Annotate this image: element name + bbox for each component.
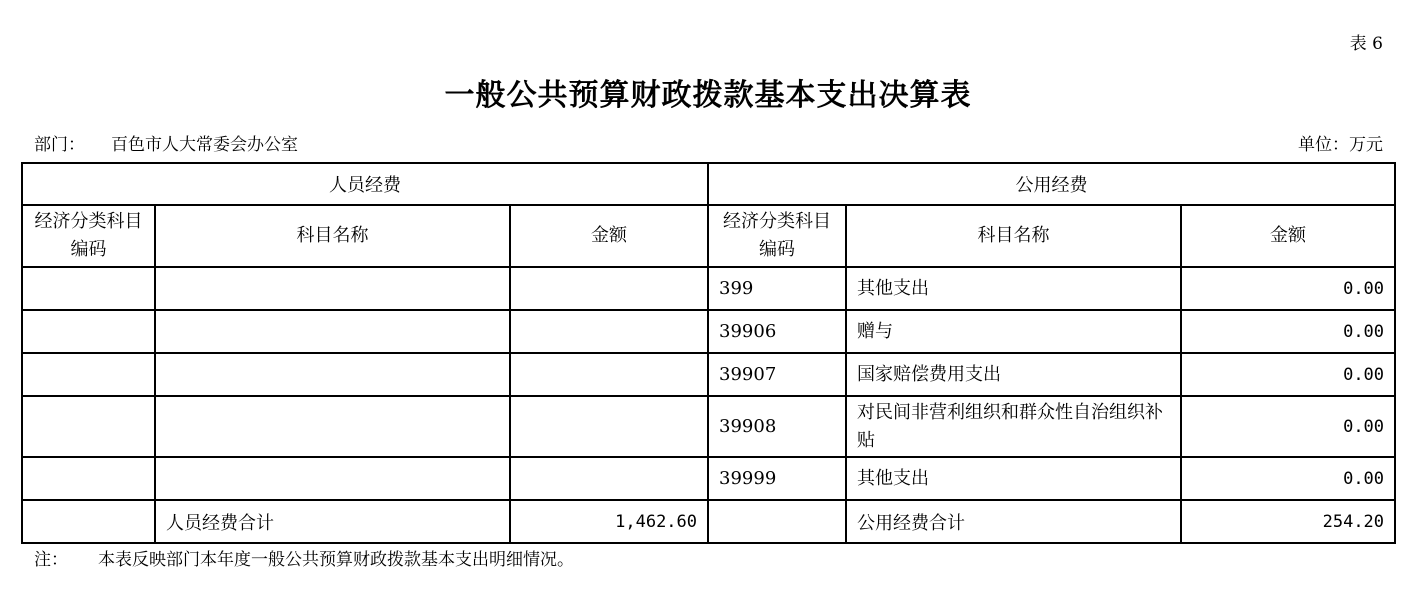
table-row: [22, 457, 1395, 500]
personnel-amount-cell: [510, 396, 708, 457]
footnote-text: 本表反映部门本年度一般公共预算财政拨款基本支出明细情况。: [98, 550, 574, 570]
public-amount-cell: 0.00: [1181, 310, 1395, 353]
public-total-label: 公用经费合计: [846, 500, 1181, 543]
totals-row: [22, 500, 1395, 543]
footnote-label: 注：: [34, 550, 68, 570]
personnel-name-cell: [155, 310, 510, 353]
public-amount-cell: 0.00: [1181, 396, 1395, 457]
personnel-name-header: 科目名称: [155, 205, 510, 267]
department-label: 部门：: [34, 135, 85, 155]
personnel-name-cell: [155, 267, 510, 310]
personnel-amount-cell: [510, 310, 708, 353]
personnel-total-amount: 1,462.60: [510, 500, 708, 543]
personnel-group-header: 人员经费: [22, 163, 708, 205]
public-code-cell: 39906: [708, 310, 846, 353]
public-total-code-cell: [708, 500, 846, 543]
unit-label: 单位：万元: [1298, 135, 1383, 155]
personnel-name-cell: [155, 457, 510, 500]
table-number: 表 6: [1349, 34, 1383, 54]
page-title: 一般公共预算财政拨款基本支出决算表: [444, 78, 972, 113]
public-code-cell: 39999: [708, 457, 846, 500]
personnel-amount-cell: [510, 457, 708, 500]
public-total-amount: 254.20: [1181, 500, 1395, 543]
public-name-cell: 国家赔偿费用支出: [846, 353, 1181, 396]
personnel-code-header: 经济分类科目编码: [22, 205, 155, 267]
table-row: [22, 353, 1395, 396]
department-value: 百色市人大常委会办公室: [111, 135, 298, 155]
public-amount-cell: 0.00: [1181, 267, 1395, 310]
public-name-header: 科目名称: [846, 205, 1181, 267]
public-code-cell: 39907: [708, 353, 846, 396]
personnel-amount-header: 金额: [510, 205, 708, 267]
personnel-name-cell: [155, 396, 510, 457]
personnel-code-cell: [22, 396, 155, 457]
table-row: [22, 396, 1395, 457]
public-amount-header: 金额: [1181, 205, 1395, 267]
department-line: [34, 130, 298, 155]
personnel-amount-cell: [510, 353, 708, 396]
group-header-row: [22, 163, 1395, 205]
personnel-name-cell: [155, 353, 510, 396]
footnote: [34, 545, 574, 570]
personnel-total-label: 人员经费合计: [155, 500, 510, 543]
table-row: [22, 310, 1395, 353]
public-name-cell: 对民间非营利组织和群众性自治组织补贴: [846, 396, 1181, 457]
public-name-cell: 赠与: [846, 310, 1181, 353]
public-code-cell: 399: [708, 267, 846, 310]
personnel-code-cell: [22, 457, 155, 500]
public-amount-cell: 0.00: [1181, 457, 1395, 500]
public-code-cell: 39908: [708, 396, 846, 457]
column-header-row: [22, 205, 1395, 267]
expenditure-table: [21, 162, 1396, 544]
personnel-amount-cell: [510, 267, 708, 310]
personnel-code-cell: [22, 267, 155, 310]
personnel-code-cell: [22, 310, 155, 353]
table-row: [22, 267, 1395, 310]
public-name-cell: 其他支出: [846, 457, 1181, 500]
public-amount-cell: 0.00: [1181, 353, 1395, 396]
public-group-header: 公用经费: [708, 163, 1395, 205]
personnel-total-code-cell: [22, 500, 155, 543]
public-code-header: 经济分类科目编码: [708, 205, 846, 267]
public-name-cell: 其他支出: [846, 267, 1181, 310]
personnel-code-cell: [22, 353, 155, 396]
